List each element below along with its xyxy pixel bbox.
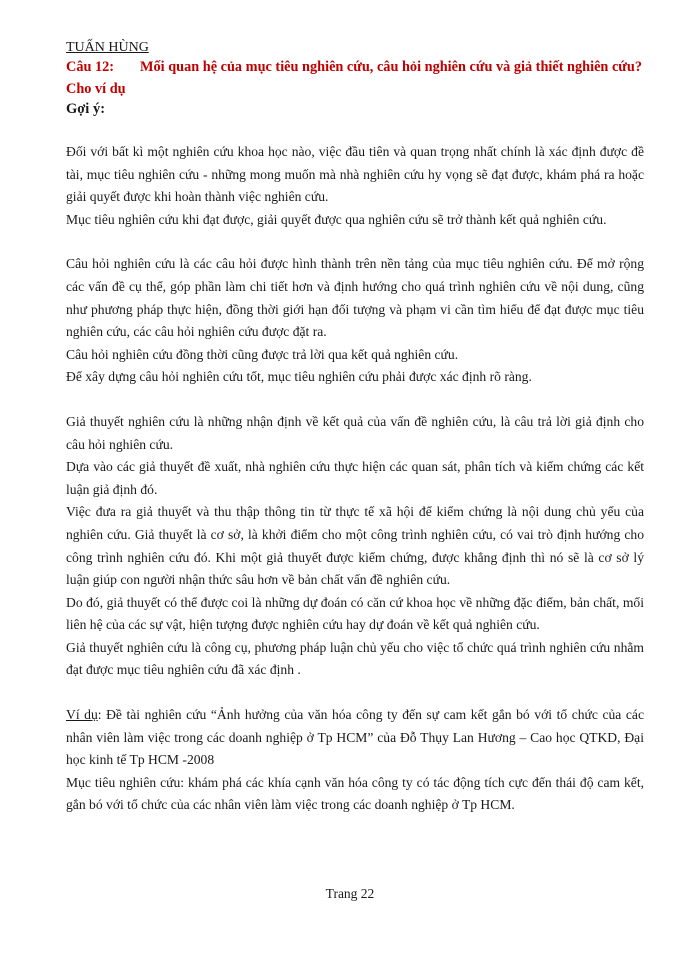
paragraph: Mục tiêu nghiên cứu: khám phá các khía cạnh văn hóa công ty có tác động tích cực đến thái độ cam kết, gắn bó với tổ chức của các nhân viên làm việc trong các doanh nghiệp ở Tp HCM. bbox=[66, 774, 644, 813]
question-heading bbox=[66, 56, 644, 100]
example-text: : Đề tài nghiên cứu “Ảnh hưởng của văn hóa công ty đến sự cam kết gắn bó với tổ chức của các nhân viên làm việc trong các doanh nghiệp ở Tp HCM” của Đỗ Thụy Lan Hương – Cao học QTKD, Đại học kinh tế Tp HCM -2008 bbox=[66, 707, 644, 768]
example-label: Ví dụ bbox=[66, 707, 98, 723]
question-text: Mối quan hệ của mục tiêu nghiên cứu, câu hỏi nghiên cứu và giả thiết nghiên cứu? Cho ví dụ bbox=[66, 59, 642, 97]
paragraph: Giả thuyết nghiên cứu là những nhận định về kết quả của vấn đề nghiên cứu, là câu trả lời giả định cho câu hỏi nghiên cứu. bbox=[66, 413, 644, 452]
paragraph: Dựa vào các giả thuyết đề xuất, nhà nghiên cứu thực hiện các quan sát, phân tích và kiểm chứng các kết luận giả định đó. bbox=[66, 459, 644, 497]
author-name: TUẤN HÙNG bbox=[66, 40, 149, 55]
paragraph: Giả thuyết nghiên cứu là công cụ, phương pháp luận chủ yếu cho việc tổ chức quá trình nghiên cứu nhằm đạt được mục tiêu nghiên cứu đã xác định . bbox=[66, 639, 644, 678]
document-body bbox=[66, 141, 644, 817]
hint-label: Gợi ý: bbox=[66, 101, 106, 117]
example-paragraph bbox=[66, 704, 644, 772]
paragraph: Câu hỏi nghiên cứu là các câu hỏi được hình thành trên nền tảng của mục tiêu nghiên cứu. Để mở rộng các vấn đề cụ thể, góp phần làm chi tiết hơn và định hướng cho quá trình nghiên cứu về nội dung, cũng như phương pháp thực hiện, đồng thời giới hạn đối tượng và phạm vi cần tìm hiểu để đạt được mục tiêu nghiên cứu, các câu hỏi nghiên cứu được đặt ra. bbox=[66, 256, 644, 340]
page-number: Trang 22 bbox=[325, 886, 375, 901]
paragraph: Việc đưa ra giả thuyết và thu thập thông tin từ thực tế xã hội để kiểm chứng là nội dung chủ yếu của nghiên cứu. Giả thuyết là cơ sở, là khởi điểm cho một công trình nghiên cứu, có vai trò định hướng cho công trình nghiên cứu đó. Khi một giả thuyết được kiểm chứng, được khẳng định thì nó sẽ là cơ sở lý luận giúp con người nhận thức sâu hơn về bản chất vấn đề nghiên cứu. bbox=[66, 504, 644, 588]
paragraph: Để xây dựng câu hỏi nghiên cứu tốt, mục tiêu nghiên cứu phải được xác định rõ ràng. bbox=[66, 369, 532, 385]
paragraph: Đối với bất kì một nghiên cứu khoa học nào, việc đầu tiên và quan trọng nhất chính là xác định được đề tài, mục tiêu nghiên cứu - những mong muốn mà nhà nghiên cứu hy vọng sẽ đạt được, khám phá ra hoặc giải quyết được khi hoàn thành việc nghiên cứu. bbox=[66, 144, 644, 205]
paragraph: Mục tiêu nghiên cứu khi đạt được, giải quyết được qua nghiên cứu sẽ trở thành kết quả nghiên cứu. bbox=[66, 211, 607, 227]
question-number: Câu 12: bbox=[66, 59, 115, 75]
paragraph: Do đó, giả thuyết có thể được coi là những dự đoán có căn cứ khoa học về những đặc điểm, bản chất, mối liên hệ của các sự vật, hiện tượng được nghiên cứu hay dự đoán về kết quả nghiên cứu. bbox=[66, 594, 644, 633]
paragraph: Câu hỏi nghiên cứu đồng thời cũng được trả lời qua kết quả nghiên cứu. bbox=[66, 346, 459, 362]
